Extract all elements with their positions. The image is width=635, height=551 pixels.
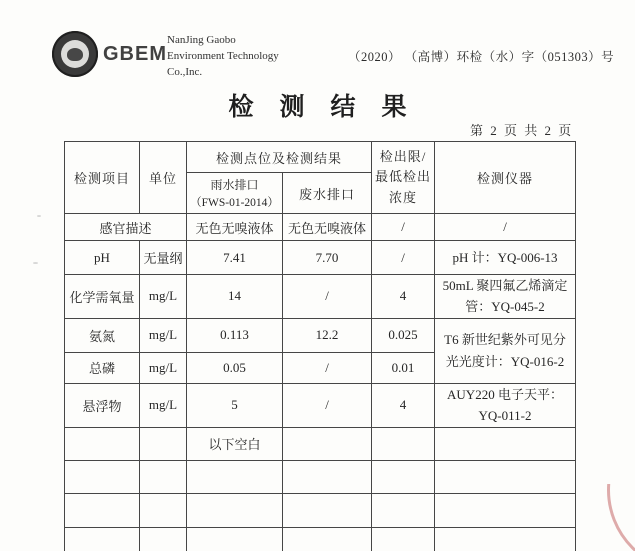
cell-ammonia-waste: 12.2: [283, 318, 372, 352]
scan-speck: [37, 215, 41, 217]
gbem-logo-text: GBEM: [103, 43, 167, 65]
row-empty: [65, 493, 576, 527]
row-cod: [65, 275, 576, 319]
company-name: [167, 33, 279, 81]
cell-phosphorus-unit: mg/L: [140, 352, 187, 383]
page-number: 第 2 页 共 2 页: [470, 123, 574, 138]
cell-sensory-rain: 无色无嗅液体: [187, 214, 283, 241]
cell-uv-spectrophotometer-instrument: T6 新世纪紫外可见分 光光度计：YQ-016-2: [435, 318, 576, 383]
cell-suspended-limit: 4: [372, 383, 435, 427]
header-instrument: 检测仪器: [435, 142, 576, 214]
cell-cod-limit: 4: [372, 275, 435, 319]
cell-phosphorus-waste: /: [283, 352, 372, 383]
cell-suspended-unit: mg/L: [140, 383, 187, 427]
cell-suspended-rain: 5: [187, 383, 283, 427]
header-points-results: 检测点位及检测结果: [187, 142, 372, 173]
cell-ph-rain: 7.41: [187, 241, 283, 275]
header-detection-limit: 检出限/ 最低检出 浓度: [372, 142, 435, 214]
red-seal-arc: [598, 484, 635, 551]
row-blank-note: [65, 427, 576, 460]
header-item: 检测项目: [65, 142, 140, 214]
cell-phosphorus-limit: 0.01: [372, 352, 435, 383]
cell-ph-item: pH: [65, 241, 140, 275]
cell-ammonia-rain: 0.113: [187, 318, 283, 352]
cell-ph-unit: 无量纲: [140, 241, 187, 275]
company-name-line-2: Environment Technology: [167, 49, 279, 62]
cell-cod-item: 化学需氧量: [65, 275, 140, 319]
company-name-line-3: Co.,Inc.: [167, 65, 203, 78]
cell-suspended-item: 悬浮物: [65, 383, 140, 427]
cell-sensory-item: 感官描述: [65, 214, 187, 241]
cell-cod-instrument: 50mL 聚四氟乙烯滴定 管：YQ-045-2: [435, 275, 576, 319]
gbem-seal-logo: [52, 31, 98, 77]
header-waste-outlet: 废水排口: [283, 173, 372, 214]
header-unit: 单位: [140, 142, 187, 214]
cell-ammonia-unit: mg/L: [140, 318, 187, 352]
cell-blank-note: 以下空白: [187, 427, 283, 460]
cell-ammonia-limit: 0.025: [372, 318, 435, 352]
scan-speck: [33, 262, 38, 264]
company-name-line-1: NanJing Gaobo: [167, 34, 236, 46]
cell-sensory-waste: 无色无嗅液体: [283, 214, 372, 241]
cell-suspended-instrument: AUY220 电子天平： YQ-011-2: [435, 383, 576, 427]
cell-ph-waste: 7.70: [283, 241, 372, 275]
seal-emblem-icon: [67, 48, 83, 61]
cell-phosphorus-item: 总磷: [65, 352, 140, 383]
cell-ammonia-item: 氨氮: [65, 318, 140, 352]
cell-phosphorus-rain: 0.05: [187, 352, 283, 383]
page-title: 检测结果: [228, 94, 433, 121]
row-ammonia: [65, 318, 576, 352]
row-empty: [65, 527, 576, 551]
cell-cod-waste: /: [283, 275, 372, 319]
cell-suspended-waste: /: [283, 383, 372, 427]
cell-sensory-limit: /: [372, 214, 435, 241]
seal-inner-ring: [61, 40, 89, 68]
results-table: [64, 141, 576, 551]
row-empty: [65, 460, 576, 493]
cell-ph-limit: /: [372, 241, 435, 275]
row-sensory: [65, 214, 576, 241]
table-header-row-1: [65, 142, 576, 173]
cell-sensory-instrument: /: [435, 214, 576, 241]
cell-cod-unit: mg/L: [140, 275, 187, 319]
cell-cod-rain: 14: [187, 275, 283, 319]
cell-ph-instrument: pH 计：YQ-006-13: [435, 241, 576, 275]
row-suspended-solids: [65, 383, 576, 427]
row-ph: [65, 241, 576, 275]
header-rain-outlet: 雨水排口 （FWS-01-2014）: [187, 173, 283, 214]
report-doc-number: （2020） （高博）环检（水）字（051303）号: [348, 50, 615, 64]
